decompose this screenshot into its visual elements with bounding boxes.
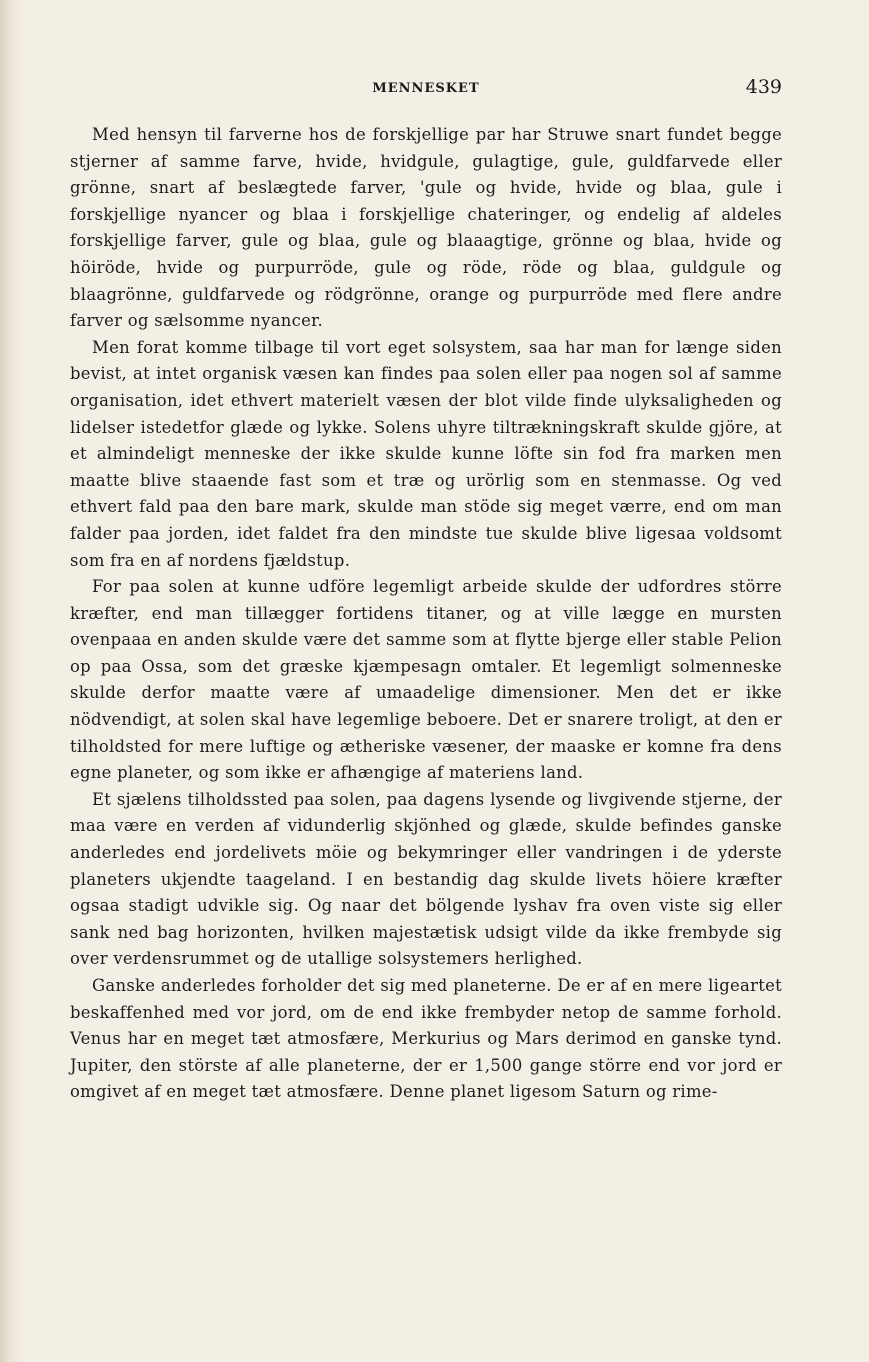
running-title: MENNESKET (372, 81, 480, 96)
paragraph-4: Et sjælens tilholdssted paa solen, paa dagens lysende og livgivende stjerne, der maa være en verden af vidunderlig skjönhed og glæde, skulde befindes ganske anderledes end jordelivets möie og bekymringer eller vandringen i de yderste planeters ukjendte taageland. I en bestandig dag skulde livets höiere kræfter ogsaa stadigt udvikle sig. Og naar det bölgende lyshav fra oven viste sig eller sank ned bag horizonten, hvilken majestætisk udsigt vilde da ikke frembyde sig over verdensrummet og de utallige solsystemers herlighed. (70, 789, 782, 969)
page-header (70, 76, 782, 102)
page-gutter-shadow (0, 0, 22, 1362)
body-text (70, 122, 782, 1106)
paragraph-2: Men forat komme tilbage til vort eget solsystem, saa har man for længe siden bevist, at intet organisk væsen kan findes paa solen eller paa nogen sol af samme organisation, idet ethvert materielt væsen der blot vilde finde ulyksaligheden og lidelser istedetfor glæde og lykke. Solens uhyre tiltrækningskraft skulde gjöre, at et almindeligt menneske der ikke skulde kunne löfte sin fod fra marken men maatte blive staaende fast som et træ og urörlig som en stenmasse. Og ved ethvert fald paa den bare mark, skulde man stöde sig meget værre, end om man falder paa jorden, idet faldet fra den mindste tue skulde blive ligesaa voldsomt som fra en af nordens fjældstup. (70, 337, 782, 570)
page-number: 439 (745, 76, 782, 98)
paragraph-3: For paa solen at kunne udföre legemligt arbeide skulde der udfordres större kræfter, end man tillægger fortidens titaner, og at ville lægge en mursten ovenpaaa en anden skulde være det samme som at flytte bjerge eller stable Pelion op paa Ossa, som det græske kjæmpesagn omtaler. Et legemligt solmenneske skulde derfor maatte være af umaadelige dimensioner. Men det er ikke nödvendigt, at solen skal have legemlige beboere. Det er snarere troligt, at den er tilholdsted for mere luftige og ætheriske væsener, der maaske er komne fra dens egne planeter, og som ikke er afhængige af materiens land. (70, 577, 782, 783)
paragraph-5: Ganske anderledes forholder det sig med planeterne. De er af en mere ligeartet beskaffenhed med vor jord, om de end ikke frembyder netop de samme forhold. Venus har en meget tæt atmosfære, Merkurius og Mars derimod en ganske tynd. Jupiter, den störste af alle planeterne, der er 1,500 gange större end vor jord er omgivet af en meget tæt atmosfære. Denne planet ligesom Saturn og rime- (70, 976, 782, 1102)
paragraph-1: Med hensyn til farverne hos de forskjellige par har Struwe snart fundet begge stjerner af samme farve, hvide, hvidgule, gulagtige, gule, guldfarvede eller grönne, snart af beslægtede farver, 'gule og hvide, hvide og blaa, gule i forskjellige nyancer og blaa i forskjellige chateringer, og endelig af aldeles forskjellige farver, gule og blaa, gule og blaaagtige, grönne og blaa, hvide og höiröde, hvide og purpurröde, gule og röde, röde og blaa, guldgule og blaagrönne, guldfarvede og rödgrönne, orange og purpurröde med flere andre farver og sælsomme nyancer. (70, 125, 782, 331)
